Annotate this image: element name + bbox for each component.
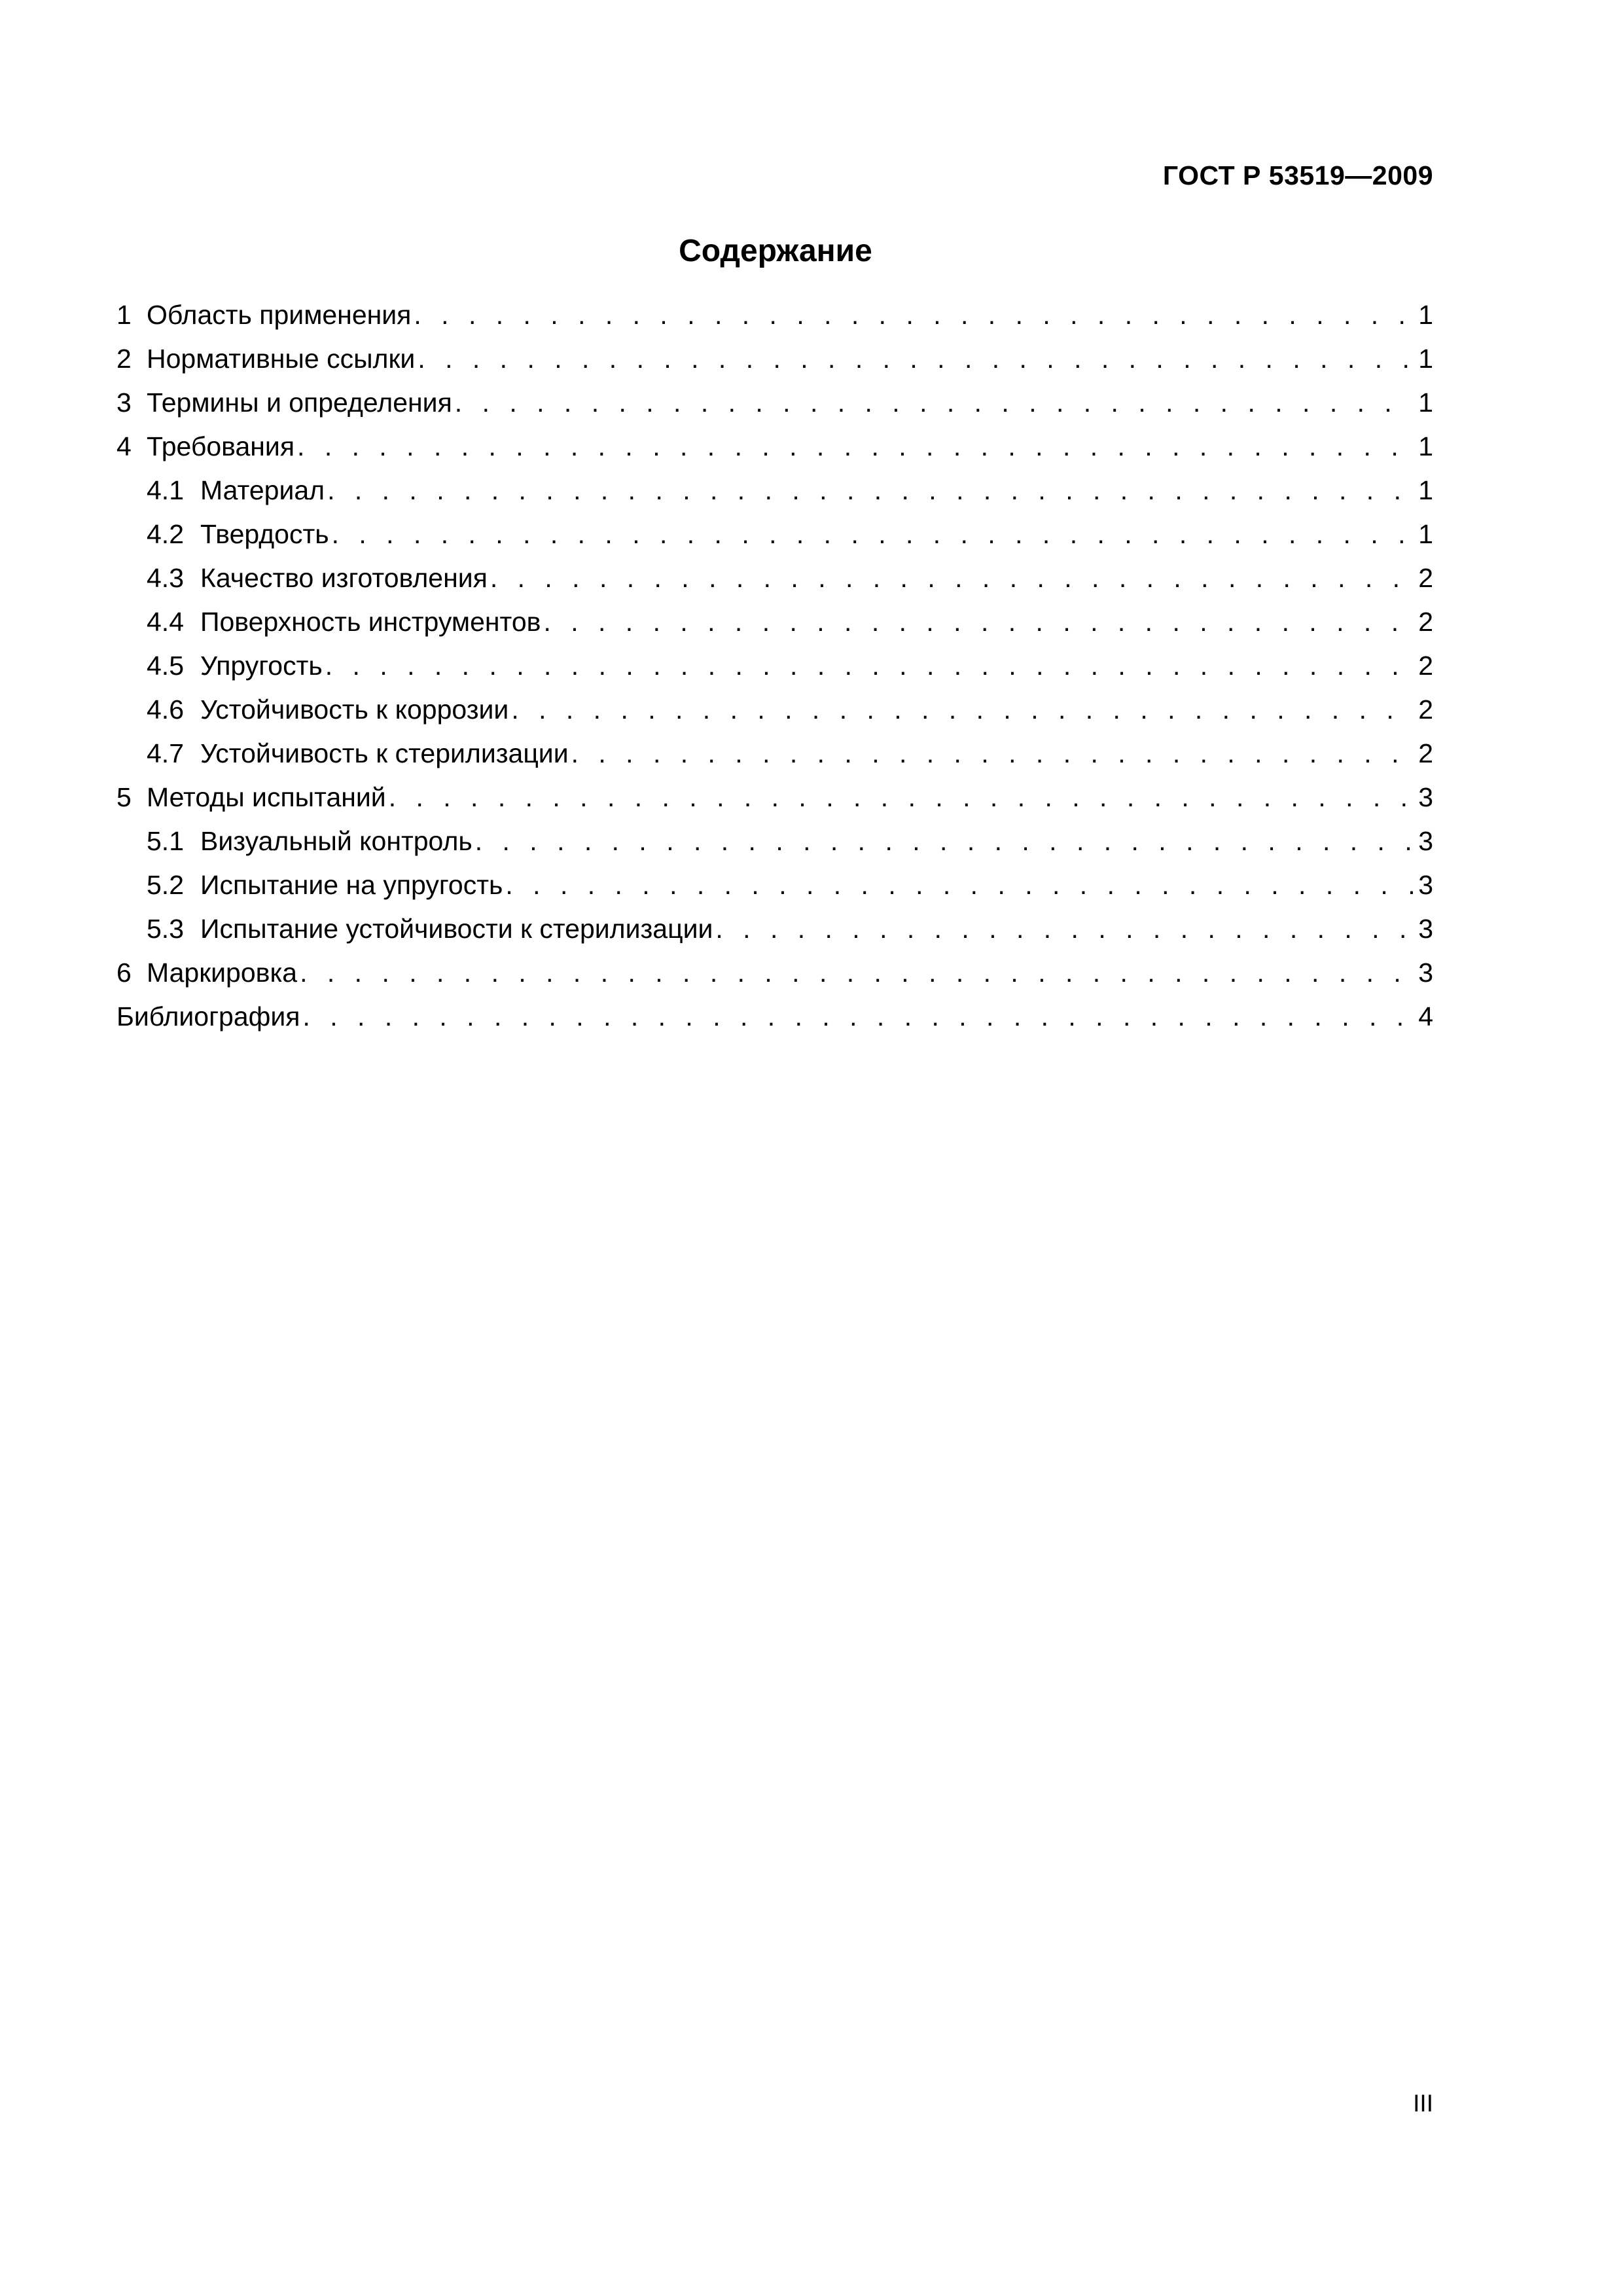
toc-entry-number: 3: [116, 387, 132, 418]
toc-entry-number: 4.7: [147, 738, 184, 768]
toc-dot-leader: [475, 826, 1414, 857]
toc-entry[interactable]: [116, 826, 1433, 870]
toc-entry-page: 4: [1418, 1001, 1433, 1031]
toc-entry-title: Упругость: [200, 651, 323, 681]
toc-entry[interactable]: [116, 519, 1433, 563]
toc-entry-number: 4.2: [147, 519, 184, 549]
toc-entry-number: 4.4: [147, 607, 184, 637]
toc-dot-leader: [325, 651, 1414, 681]
toc-dot-leader: [332, 519, 1414, 550]
toc-entry-title: Требования: [147, 431, 295, 461]
toc-dot-leader: [327, 475, 1414, 506]
toc-entry[interactable]: [116, 387, 1433, 431]
toc-dot-leader: [511, 694, 1414, 725]
toc-entry-title: Библиография: [116, 1001, 300, 1031]
toc-entry-number: 6: [116, 958, 132, 988]
toc-dot-leader: [571, 738, 1414, 769]
toc-entry[interactable]: [116, 782, 1433, 826]
toc-entry-page: 2: [1418, 563, 1433, 593]
page-number: III: [1413, 2090, 1433, 2117]
toc-title: Содержание: [679, 234, 872, 268]
toc-dot-leader: [418, 344, 1414, 374]
toc-dot-leader: [414, 300, 1414, 331]
toc-dot-leader: [490, 563, 1414, 594]
toc-entry-page: 1: [1418, 344, 1433, 374]
toc-entry-title: Область применения: [147, 300, 412, 330]
toc-dot-leader: [505, 870, 1414, 901]
toc-entry-page: 3: [1418, 782, 1433, 812]
toc-entry-number: 2: [116, 344, 132, 374]
toc-entry-title: Нормативные ссылки: [147, 344, 416, 374]
toc-entry[interactable]: [116, 607, 1433, 651]
toc-entry-number: 5.1: [147, 826, 184, 856]
toc-dot-leader: [543, 607, 1414, 637]
toc-dot-leader: [455, 387, 1414, 418]
toc-entry-number: 4: [116, 431, 132, 461]
toc-entry-page: 1: [1418, 387, 1433, 418]
toc-entry-title: Качество изготовления: [200, 563, 488, 593]
toc-entry-title: Методы испытаний: [147, 782, 386, 812]
toc-dot-leader: [297, 431, 1414, 462]
toc-entry-page: 1: [1418, 475, 1433, 505]
toc-entry[interactable]: [116, 651, 1433, 694]
toc-entry-page: 3: [1418, 914, 1433, 944]
toc-entry-page: 2: [1418, 738, 1433, 768]
toc-entry-number: 4.3: [147, 563, 184, 593]
toc-entry[interactable]: [116, 738, 1433, 782]
toc-dot-leader: [389, 782, 1414, 813]
toc-entry-number: 4.6: [147, 694, 184, 725]
toc-entry-title: Маркировка: [147, 958, 298, 988]
toc-entry-page: 2: [1418, 651, 1433, 681]
toc-entry-title: Испытание устойчивости к стерилизации: [200, 914, 713, 944]
toc-entry-title: Материал: [200, 475, 325, 505]
toc-entry[interactable]: [116, 475, 1433, 519]
toc-entry-title: Испытание на упругость: [200, 870, 503, 900]
toc-entry-title: Твердость: [200, 519, 329, 549]
toc-entry-title: Термины и определения: [147, 387, 452, 418]
document-code: ГОСТ Р 53519—2009: [1162, 160, 1433, 190]
toc-entry[interactable]: [116, 914, 1433, 958]
toc-entry-page: 1: [1418, 431, 1433, 461]
toc-entry-page: 1: [1418, 300, 1433, 330]
toc-entry-number: 5.2: [147, 870, 184, 900]
toc-entry-title: Поверхность инструментов: [200, 607, 541, 637]
toc-entry[interactable]: [116, 694, 1433, 738]
toc-entry-page: 3: [1418, 826, 1433, 856]
toc-entry-number: 1: [116, 300, 132, 330]
toc-entry[interactable]: [116, 563, 1433, 607]
toc-entry-page: 3: [1418, 958, 1433, 988]
toc-entry[interactable]: [116, 958, 1433, 1001]
toc-entry[interactable]: [116, 300, 1433, 344]
toc-dot-leader: [715, 914, 1414, 944]
toc-entry[interactable]: [116, 431, 1433, 475]
toc-dot-leader: [302, 1001, 1414, 1032]
toc-entry[interactable]: [116, 1001, 1433, 1045]
table-of-contents: [116, 300, 1433, 1045]
toc-entry[interactable]: [116, 344, 1433, 387]
toc-entry-title: Устойчивость к стерилизации: [200, 738, 569, 768]
toc-entry-number: 5: [116, 782, 132, 812]
toc-entry-page: 2: [1418, 694, 1433, 725]
toc-entry-number: 5.3: [147, 914, 184, 944]
toc-entry-number: 4.1: [147, 475, 184, 505]
toc-entry-number: 4.5: [147, 651, 184, 681]
toc-entry[interactable]: [116, 870, 1433, 914]
toc-dot-leader: [300, 958, 1414, 988]
toc-entry-title: Устойчивость к коррозии: [200, 694, 509, 725]
toc-entry-page: 2: [1418, 607, 1433, 637]
toc-entry-title: Визуальный контроль: [200, 826, 473, 856]
toc-entry-page: 1: [1418, 519, 1433, 549]
toc-entry-page: 3: [1418, 870, 1433, 900]
